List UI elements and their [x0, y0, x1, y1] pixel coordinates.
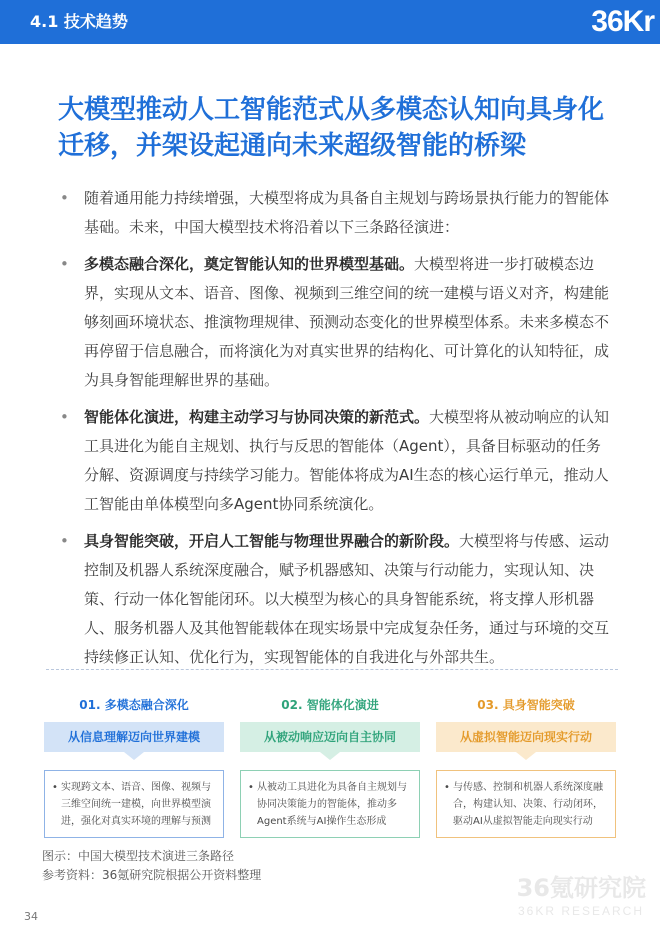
bullet-lead: 具身智能突破，开启人工智能与物理世界融合的新阶段。: [84, 532, 460, 550]
path-detail: 从被动工具进化为具备自主规划与协同决策能力的智能体，推动多Agent系统与AI操作生态形成: [257, 782, 407, 827]
bullet-item-embodied: [58, 527, 610, 672]
path-column-embodied: [436, 696, 616, 838]
dashed-divider: [46, 669, 618, 670]
bullet-text: 大模型将从被动响应的认知工具进化为能自主规划、执行与反思的智能体（Agent），具备目标驱动的任务分解、资源调度与持续学习能力。智能体将成为AI生态的核心运行单元，推动人工智能由单体模型向多Agent协同系统演化。: [84, 408, 610, 513]
bullet-dot-icon: •: [60, 408, 69, 426]
source-note: 参考资料：36氪研究院根据公开资料整理: [42, 868, 262, 882]
path-title: 01. 多模态融合深化: [79, 698, 189, 712]
figure-caption: 图示：中国大模型技术演进三条路径: [42, 849, 235, 863]
bullet-dot-icon: •: [248, 782, 254, 793]
bullet-dot-icon: •: [52, 782, 58, 793]
bullet-item-multimodal: [58, 250, 610, 395]
bullet-text: 大模型将与传感、运动控制及机器人系统深度融合，赋予机器感知、决策与行动能力，实现认知、决策、行动一体化智能闭环。以大模型为核心的具身智能系统，将支撑人形机器人、服务机器人及其他智能载体在现实场景中完成复杂任务，通过与环境的交互持续修正认知、优化行为，实现智能体的自我进化与外部共生。: [84, 532, 610, 666]
path-banner: 从被动响应迈向自主协同: [240, 722, 420, 752]
path-column-agent: [240, 696, 420, 838]
bullet-dot-icon: •: [60, 255, 69, 273]
bullet-dot-icon: •: [60, 532, 69, 550]
down-arrow-icon: [320, 752, 340, 760]
section-title: 4.1 技术趋势: [30, 12, 128, 31]
bullet-item-intro: [58, 184, 610, 242]
path-title: 03. 具身智能突破: [477, 698, 575, 712]
path-detail-box: [240, 770, 420, 838]
bullet-text: 随着通用能力持续增强，大模型将成为具备自主规划与跨场景执行能力的智能体基础。未来，中国大模型技术将沿着以下三条路径演进：: [84, 189, 610, 236]
page-headline: 大模型推动人工智能范式从多模态认知向具身化迁移，并架设起通向未来超级智能的桥梁: [58, 95, 605, 161]
path-title: 02. 智能体化演进: [281, 698, 379, 712]
path-banner: 从信息理解迈向世界建模: [44, 722, 224, 752]
path-detail: 实现跨文本、语音、图像、视频与三维空间统一建模，向世界模型演进，强化对真实环境的理解与预测: [61, 782, 211, 827]
bullet-dot-icon: •: [60, 189, 69, 207]
path-detail-box: [436, 770, 616, 838]
bullet-lead: 多模态融合深化，奠定智能认知的世界模型基础。: [84, 255, 415, 273]
bullet-list: [58, 184, 610, 680]
watermark-logo-en: 36KR RESEARCH: [517, 904, 644, 918]
brand-logo: 36Kr: [591, 5, 654, 38]
path-banner: 从虚拟智能迈向现实行动: [436, 722, 616, 752]
path-detail: 与传感、控制和机器人系统深度融合，构建认知、决策、行动闭环，驱动AI从虚拟智能走向现实行动: [453, 782, 603, 827]
bullet-lead: 智能体化演进，构建主动学习与协同决策的新范式。: [84, 408, 430, 426]
bullet-text: 大模型将进一步打破模态边界，实现从文本、语音、图像、视频到三维空间的统一建模与语义对齐，构建能够刻画环境状态、推演物理规律、预测动态变化的世界模型体系。未来多模态不再停留于信息融合，而将演化为对真实世界的结构化、可计算化的认知特征，成为具身智能理解世界的基础。: [84, 255, 610, 389]
path-column-multimodal: [44, 696, 224, 838]
bullet-item-agent: [58, 403, 610, 519]
path-detail-box: [44, 770, 224, 838]
watermark-logo: 36氪研究院: [516, 874, 646, 902]
section-header-bar: [0, 0, 660, 44]
page-number: 34: [24, 910, 38, 923]
down-arrow-icon: [516, 752, 536, 760]
bullet-dot-icon: •: [444, 782, 450, 793]
down-arrow-icon: [124, 752, 144, 760]
